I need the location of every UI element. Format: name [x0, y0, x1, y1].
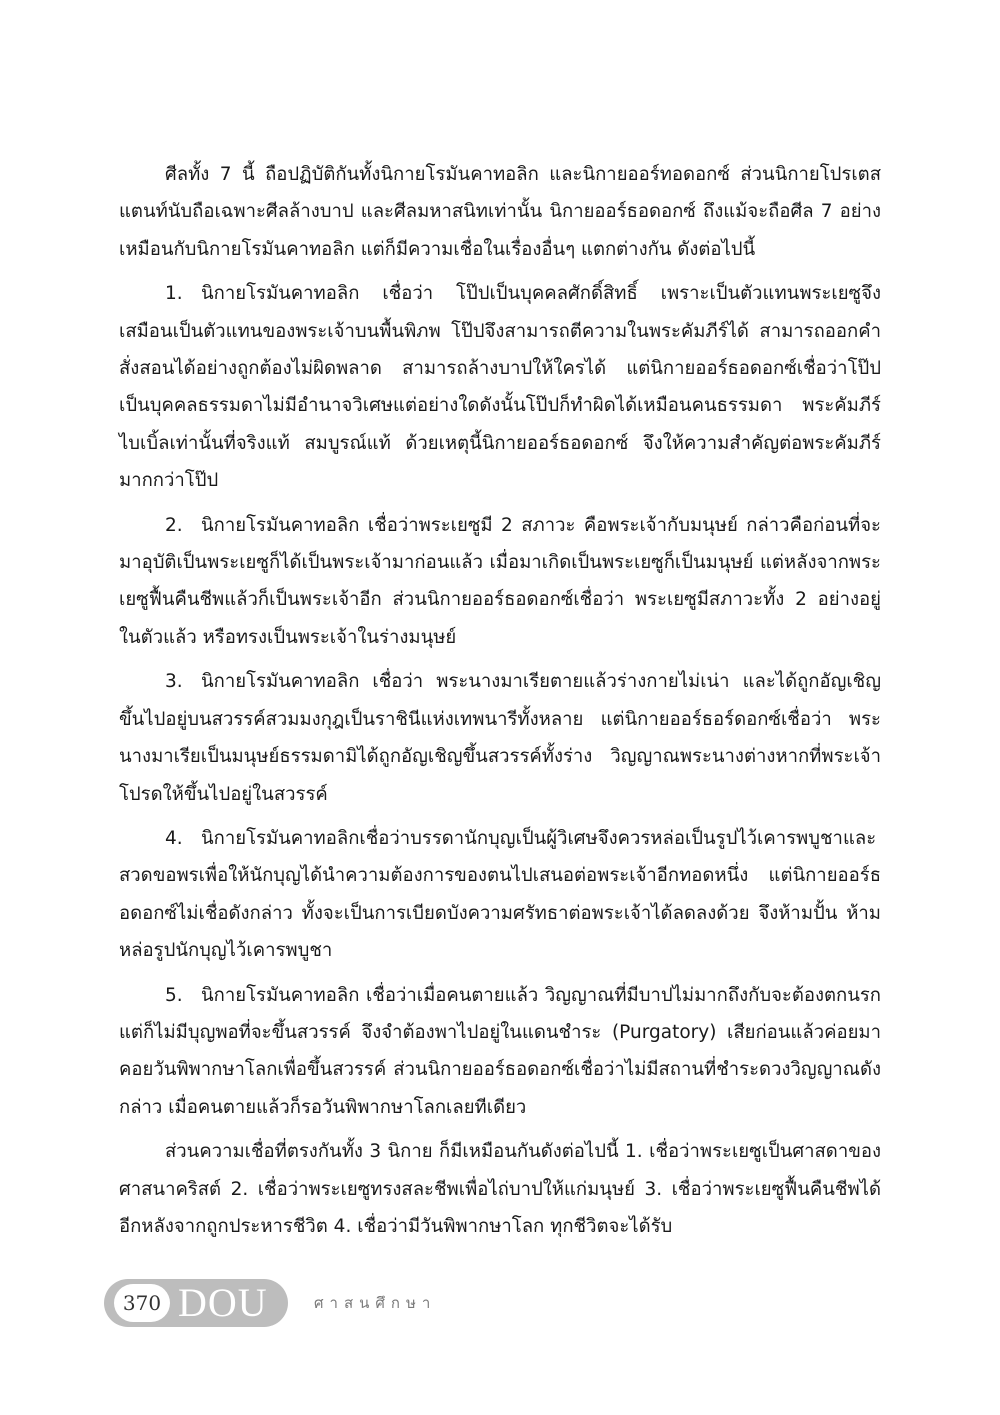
- dou-logo: DOU: [178, 1280, 268, 1325]
- list-item-2: [119, 507, 881, 657]
- list-item-number: 4.: [165, 827, 183, 849]
- list-item-4: [119, 820, 881, 970]
- list-item-number: 2.: [165, 514, 183, 536]
- list-item-number: 1.: [165, 283, 183, 305]
- closing-paragraph: ส่วนความเชื่อที่ตรงกันทั้ง 3 นิกาย ก็มีเหมือนกันดังต่อไปนี้ 1. เชื่อว่าพระเยซูเป็นศาสดาของศาสนาคริสต์ 2. เชื่อว่าพระเยซูทรงสละชีพเพื่อไถ่บาปให้แก่มนุษย์ 3. เชื่อว่าพระเยซูฟื้นคืนชีพได้อีกหลังจากถูกประหารชีวิต 4. เชื่อว่ามีวันพิพากษาโลก ทุกชีวิตจะได้รับ: [119, 1141, 881, 1237]
- footer-badge: [104, 1279, 288, 1327]
- intro-paragraph: ศีลทั้ง 7 นี้ ถือปฏิบัติกันทั้งนิกายโรมันคาทอลิก และนิกายออร์ทอดอกซ์ ส่วนนิกายโปรเตสแตนท์นับถือเฉพาะศีลล้างบาป และศีลมหาสนิทเท่านั้น นิกายออร์ธอดอกซ์ ถึงแม้จะถือศีล 7 อย่างเหมือนกับนิกายโรมันคาทอลิก แต่ก็มีความเชื่อในเรื่องอื่นๆ แตกต่างกัน ดังต่อไปนี้: [119, 164, 882, 260]
- course-title: ศาสนศึกษา: [314, 1294, 437, 1312]
- page-number: 370: [114, 1284, 170, 1322]
- list-item-text: นิกายโรมันคาทอลิก เชื่อว่าพระเยซูมี 2 สภาวะ คือพระเจ้ากับมนุษย์ กล่าวคือก่อนที่จะมาอุบัติเป็นพระเยซูก็ได้เป็นพระเจ้ามาก่อนแล้ว เมื่อมาเกิดเป็นพระเยซูก็เป็นมนุษย์ แต่หลังจากพระเยซูฟื้นคืนชีพแล้วก็เป็นพระเจ้าอีก ส่วนนิกายออร์ธอดอกซ์เชื่อว่า พระเยซูมีสภาวะทั้ง 2 อย่างอยู่ในตัวแล้ว หรือทรงเป็นพระเจ้าในร่างมนุษย์: [119, 514, 881, 648]
- page-body: [119, 156, 881, 1252]
- list-item-text: นิกายโรมันคาทอลิก เชื่อว่า พระนางมาเรียตายแล้วร่างกายไม่เน่า และได้ถูกอัญเชิญขึ้นไปอยู่บนสวรรค์สวมมงกุฎเป็นราชินีแห่งเทพนารีทั้งหลาย แต่นิกายออร์ธอร์ดอกซ์เชื่อว่า พระนางมาเรียเป็นมนุษย์ธรรมดามิได้ถูกอัญเชิญขึ้นสวรรค์ทั้งร่าง วิญญาณพระนางต่างหากที่พระเจ้าโปรดให้ขึ้นไปอยู่ในสวรรค์: [119, 671, 881, 805]
- list-item-number: 5.: [165, 984, 183, 1006]
- list-item-text: นิกายโรมันคาทอลิก เชื่อว่าเมื่อคนตายแล้ว วิญญาณที่มีบาปไม่มากถึงกับจะต้องตกนรก แต่ก็ไม่มีบุญพอที่จะขึ้นสวรรค์ จึงจำต้องพาไปอยู่ในแดนชำระ (Purgatory) เสียก่อนแล้วค่อยมาคอยวันพิพากษาโลกเพื่อขึ้นสวรรค์ ส่วนนิกายออร์ธอดอกซ์เชื่อว่าไม่มีสถานที่ชำระดวงวิญญาณดังกล่าว เมื่อคนตายแล้วก็รอวันพิพากษาโลกเลยทีเดียว: [119, 984, 881, 1118]
- list-item-text: นิกายโรมันคาทอลิก เชื่อว่า โป๊ปเป็นบุคคลศักดิ์สิทธิ์ เพราะเป็นตัวแทนพระเยซูจึงเสมือนเป็นตัวแทนของพระเจ้าบนพื้นพิภพ โป๊ปจึงสามารถตีความในพระคัมภีร์ได้ สามารถออกคำสั่งสอนได้อย่างถูกต้องไม่ผิดพลาด สามารถล้างบาปให้ใครได้ แต่นิกายออร์ธอดอกซ์เชื่อว่าโป๊ปเป็นบุคคลธรรมดาไม่มีอำนาจวิเศษแต่อย่างใดดังนั้นโป๊ปก็ทำผิดได้เหมือนคนธรรมดา พระคัมภีร์ไบเบิ้ลเท่านั้นที่จริงแท้ สมบูรณ์แท้ ด้วยเหตุนี้นิกายออร์ธอดอกซ์ จึงให้ความสำคัญต่อพระคัมภีร์มากกว่าโป๊ป: [119, 283, 881, 492]
- list-item-3: [119, 663, 881, 813]
- page-footer: [104, 1279, 436, 1327]
- list-item-number: 3.: [165, 671, 183, 693]
- list-item-text: นิกายโรมันคาทอลิกเชื่อว่าบรรดานักบุญเป็นผู้วิเศษจึงควรหล่อเป็นรูปไว้เคารพบูชาและสวดขอพรเพื่อให้นักบุญได้นำความต้องการของตนไปเสนอต่อพระเจ้าอีกทอดหนึ่ง แต่นิกายออร์ธอดอกซ์ไม่เชื่อดังกล่าว ทั้งจะเป็นการเบียดบังความศรัทธาต่อพระเจ้าได้ลดลงด้วย จึงห้ามปั้น ห้ามหล่อรูปนักบุญไว้เคารพบูชา: [119, 827, 881, 962]
- list-item-1: [119, 275, 881, 499]
- list-item-5: [119, 977, 881, 1127]
